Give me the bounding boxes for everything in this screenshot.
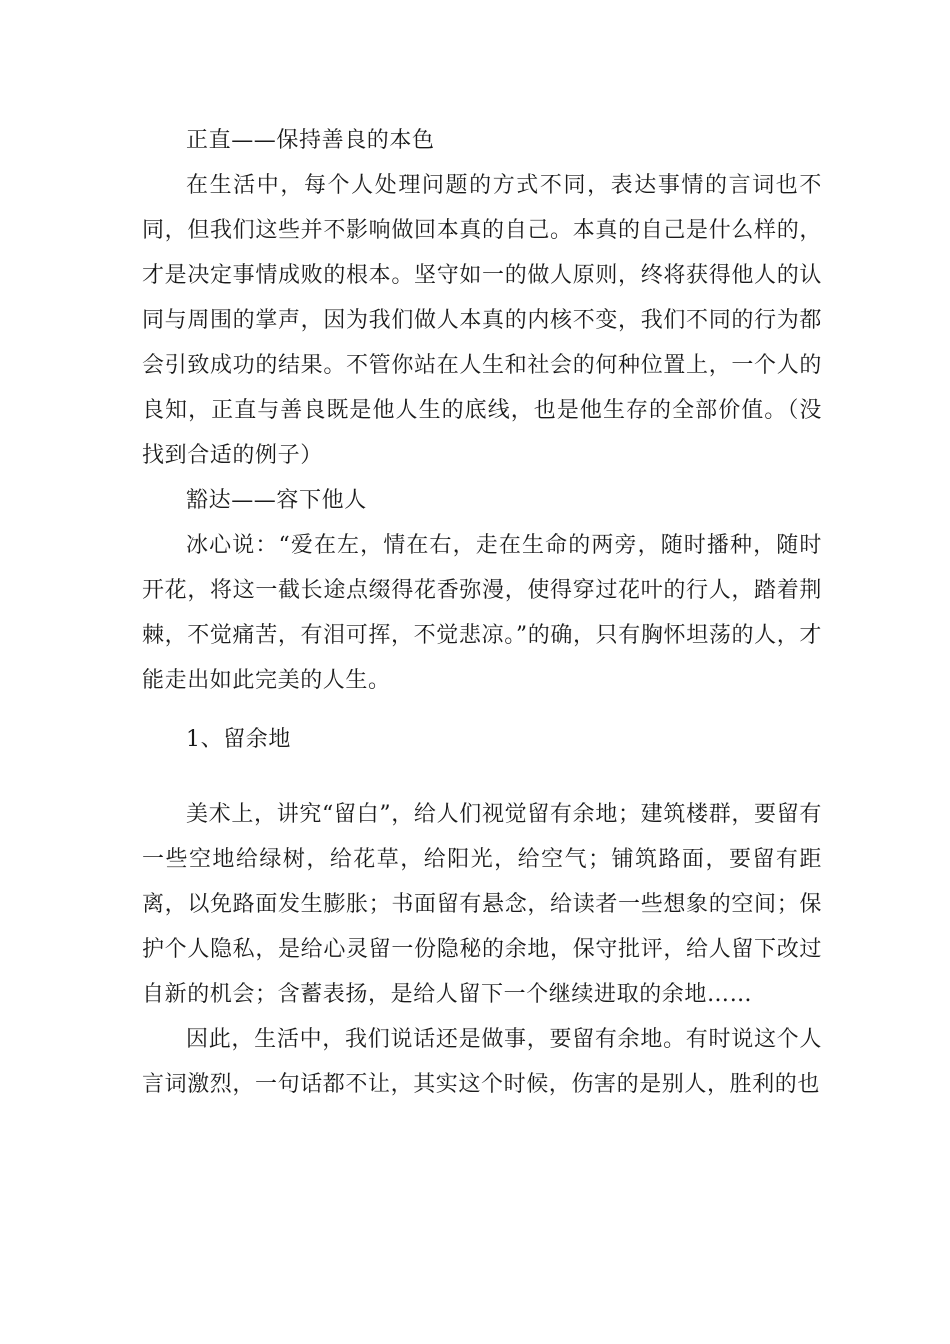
document-body xyxy=(142,118,822,1107)
section-heading-integrity: 正直——保持善良的本色 xyxy=(186,128,435,153)
section-heading-leave-room: 1、留余地 xyxy=(186,727,291,752)
paragraph-leave-room-1: 美术上，讲究“留白”，给人们视觉留有余地；建筑楼群，要留有一些空地给绿树，给花草，给阳光，给空气；铺筑路面，要留有距离，以免路面发生膨胀；书面留有悬念，给读者一些想象的空间；保护个人隐私，是给心灵留一份隐秘的余地，保守批评，给人留下改过自新的机会；含蓄表扬，是给人留下一个继续进取的余地…… xyxy=(142,802,822,1007)
paragraph-leave-room-2: 因此，生活中，我们说话还是做事，要留有余地。有时说这个人言词激烈，一句话都不让，其实这个时候，伤害的是别人，胜利的也 xyxy=(142,1027,822,1097)
paragraph-openness: 冰心说：“爱在左，情在右，走在生命的两旁，随时播种，随时开花，将这一截长途点缀得花香弥漫，使得穿过花叶的行人，踏着荆棘，不觉痛苦，有泪可挥，不觉悲凉。”的确，只有胸怀坦荡的人，才能走出如此完美的人生。 xyxy=(142,533,822,693)
section-heading-openness: 豁达——容下他人 xyxy=(186,488,367,513)
paragraph-integrity: 在生活中，每个人处理问题的方式不同，表达事情的言词也不同，但我们这些并不影响做回本真的自己。本真的自己是什么样的，才是决定事情成败的根本。坚守如一的做人原则，终将获得他人的认同与周围的掌声，因为我们做人本真的内核不变，我们不同的行为都会引致成功的结果。不管你站在人生和社会的何种位置上，一个人的良知，正直与善良既是他人生的底线，也是他生存的全部价值。（没找到合适的例子） xyxy=(142,173,822,468)
